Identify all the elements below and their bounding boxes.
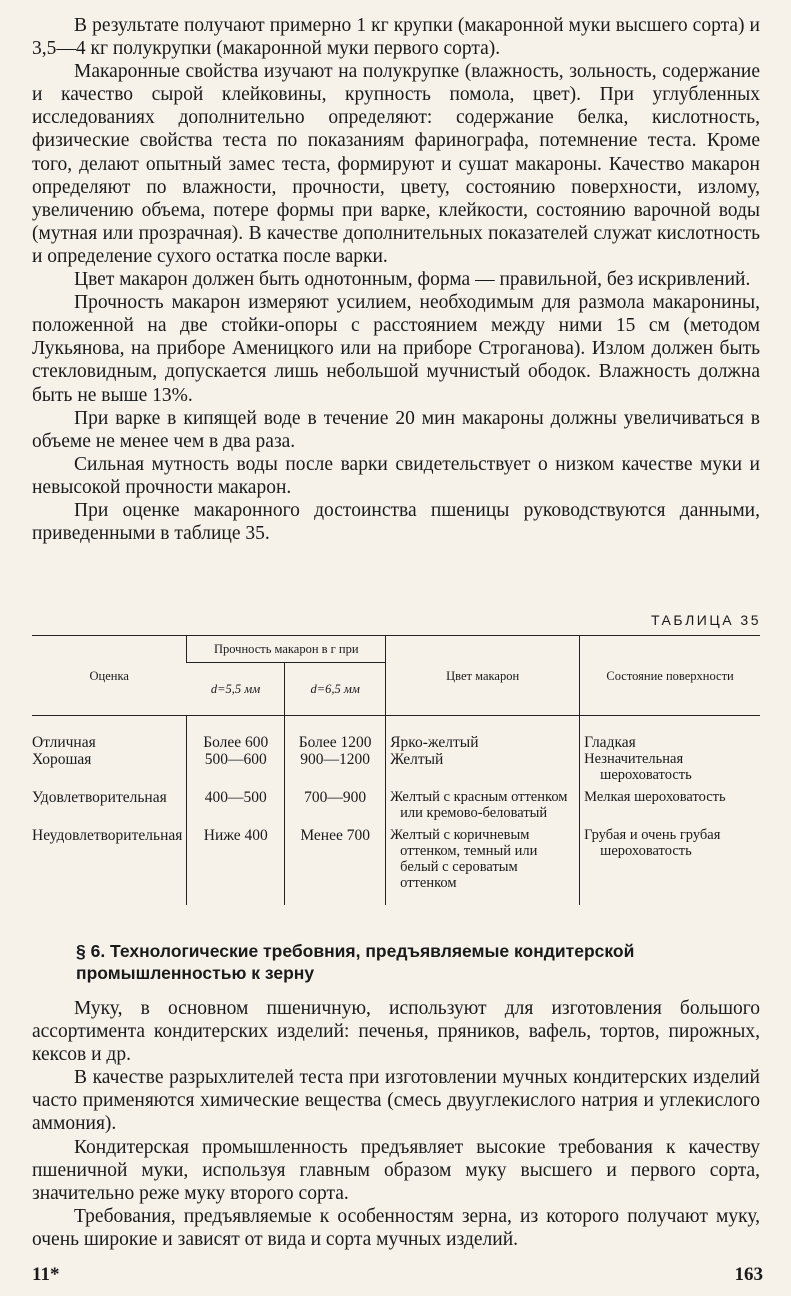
cell-surface <box>580 716 760 784</box>
table-row <box>32 821 760 905</box>
page-number: 163 <box>734 1264 763 1285</box>
header-grade: Оценка <box>89 668 129 683</box>
cell-color <box>386 783 580 821</box>
strength-value: 500—600 <box>204 751 267 768</box>
paragraph: В качестве разрыхлителей теста при изготовлении мучных кондитерских изделий часто применяются химические вещества (смесь двууглекислого натрия и углекислого аммония). <box>32 1067 760 1135</box>
body-text-bottom <box>32 997 760 1251</box>
table-caption: ТАБЛИЦА 35 <box>650 612 761 628</box>
header-surface: Состояние поверхности <box>580 636 760 716</box>
paragraph: Макаронные свойства изучают на полукрупке (влажность, зольность, содержание и качество сырой клейковины, крупность помола, цвет). При углубленных исследованиях дополнительно определяют: содержание белка, кислотность, физические свойства теста по показаниям фаринографа, потемнение теста. Кроме того, делают опытный замес теста, формируют и сушат макароны. Качество макарон определяют по влажности, прочности, цвету, состоянию поверхности, излому, увеличению объема, потере формы при варке, клейкости, состоянию варочной воды (мутная или прозрачная). В качестве дополнительных показателей служат кислотность и определение сухого остатка после варки. <box>32 61 760 267</box>
strength-value: 900—1200 <box>300 751 371 768</box>
strength-value: Более 600 <box>203 734 269 751</box>
grade-label: Хорошая <box>32 751 92 768</box>
paragraph: Прочность макарон измеряют усилием, необходимым для размола макаронины, положенной на две стойки-опоры с расстоянием между ними 15 см (методом Лукьянова, на приборе Аменицкого или на приборе Строганова). Излом должен быть стекловидным, допускается лишь небольшой мучнистый ободок. Влажность должна быть не выше 13%. <box>32 292 760 406</box>
paragraph: Кондитерская промышленность предъявляет высокие требования к качеству пшеничной муки, используя главным образом муку высшего и первого сорта, значительно реже муку второго сорта. <box>32 1136 760 1204</box>
surface-value: Незначительная шероховатость <box>584 751 692 783</box>
paragraph: В результате получают примерно 1 кг крупки (макаронной муки высшего сорта) и 3,5—4 кг полукрупки (макаронной муки первого сорта). <box>32 15 760 60</box>
color-value: Желтый с красным оттенком или кремово-беловатый <box>390 789 568 821</box>
paragraph: Требования, предъявляемые к особенностям зерна, из которого получают муку, очень широкие и зависят от вида и сорта мучных изделий. <box>32 1205 760 1250</box>
paragraph: При варке в кипящей воде в течение 20 мин макароны должны увеличиваться в объеме не менее чем в два раза. <box>32 407 760 452</box>
cell-d2: 700—900 <box>285 783 386 821</box>
strength-value: Более 1200 <box>298 734 372 751</box>
header-color: Цвет макарон <box>386 636 580 716</box>
header-d2: d=6,5 мм <box>285 663 386 716</box>
body-text-top <box>32 14 760 545</box>
surface-value: Гладкая <box>584 734 636 751</box>
header-d1: d=5,5 мм <box>210 682 261 696</box>
header-strength-group: Прочность макарон в г при <box>187 636 386 663</box>
color-value: Желтый <box>390 751 444 768</box>
cell-grade <box>32 821 187 905</box>
paragraph: Муку, в основном пшеничную, используют для изготовления большого ассортимента кондитерских изделий: печенья, пряников, вафель, тортов, пирожных, кексов и др. <box>32 998 760 1066</box>
signature-mark: 11* <box>32 1264 60 1285</box>
table-row <box>32 716 760 784</box>
grade-label: Удовлетворительная <box>32 789 167 806</box>
cell-d1: 400—500 <box>187 783 285 821</box>
surface-value: Грубая и очень грубая шероховатость <box>584 827 721 859</box>
paragraph: Сильная мутность воды после варки свидетельствует о низком качестве муки и невысокой прочности макарон. <box>32 453 760 498</box>
cell-d1: Ниже 400 <box>187 821 285 905</box>
section-heading: § 6. Технологические требовния, предъявляемые кондитерской промышленностью к зерну <box>76 941 635 983</box>
cell-color <box>386 821 580 905</box>
cell-surface <box>580 821 760 905</box>
color-value: Ярко-желтый <box>390 734 479 751</box>
color-value: Желтый с коричневым оттенком, темный или белый с сероватым оттенком <box>390 827 538 891</box>
cell-color <box>386 716 580 784</box>
cell-d2 <box>285 716 386 784</box>
grade-label: Неудовлетворительная <box>32 827 183 844</box>
cell-d2: Менее 700 <box>285 821 386 905</box>
cell-d1 <box>187 716 285 784</box>
grade-label: Отличная <box>32 734 96 751</box>
cell-grade <box>32 783 187 821</box>
paragraph: Цвет макарон должен быть однотонным, форма — правильной, без искривлений. <box>74 269 751 291</box>
cell-grade <box>32 716 187 784</box>
paragraph: При оценке макаронного достоинства пшеницы руководствуются данными, приведенными в таблице 35. <box>32 499 760 545</box>
quality-table <box>32 635 760 905</box>
table-row <box>32 783 760 821</box>
cell-surface: Мелкая шероховатость <box>580 783 760 821</box>
